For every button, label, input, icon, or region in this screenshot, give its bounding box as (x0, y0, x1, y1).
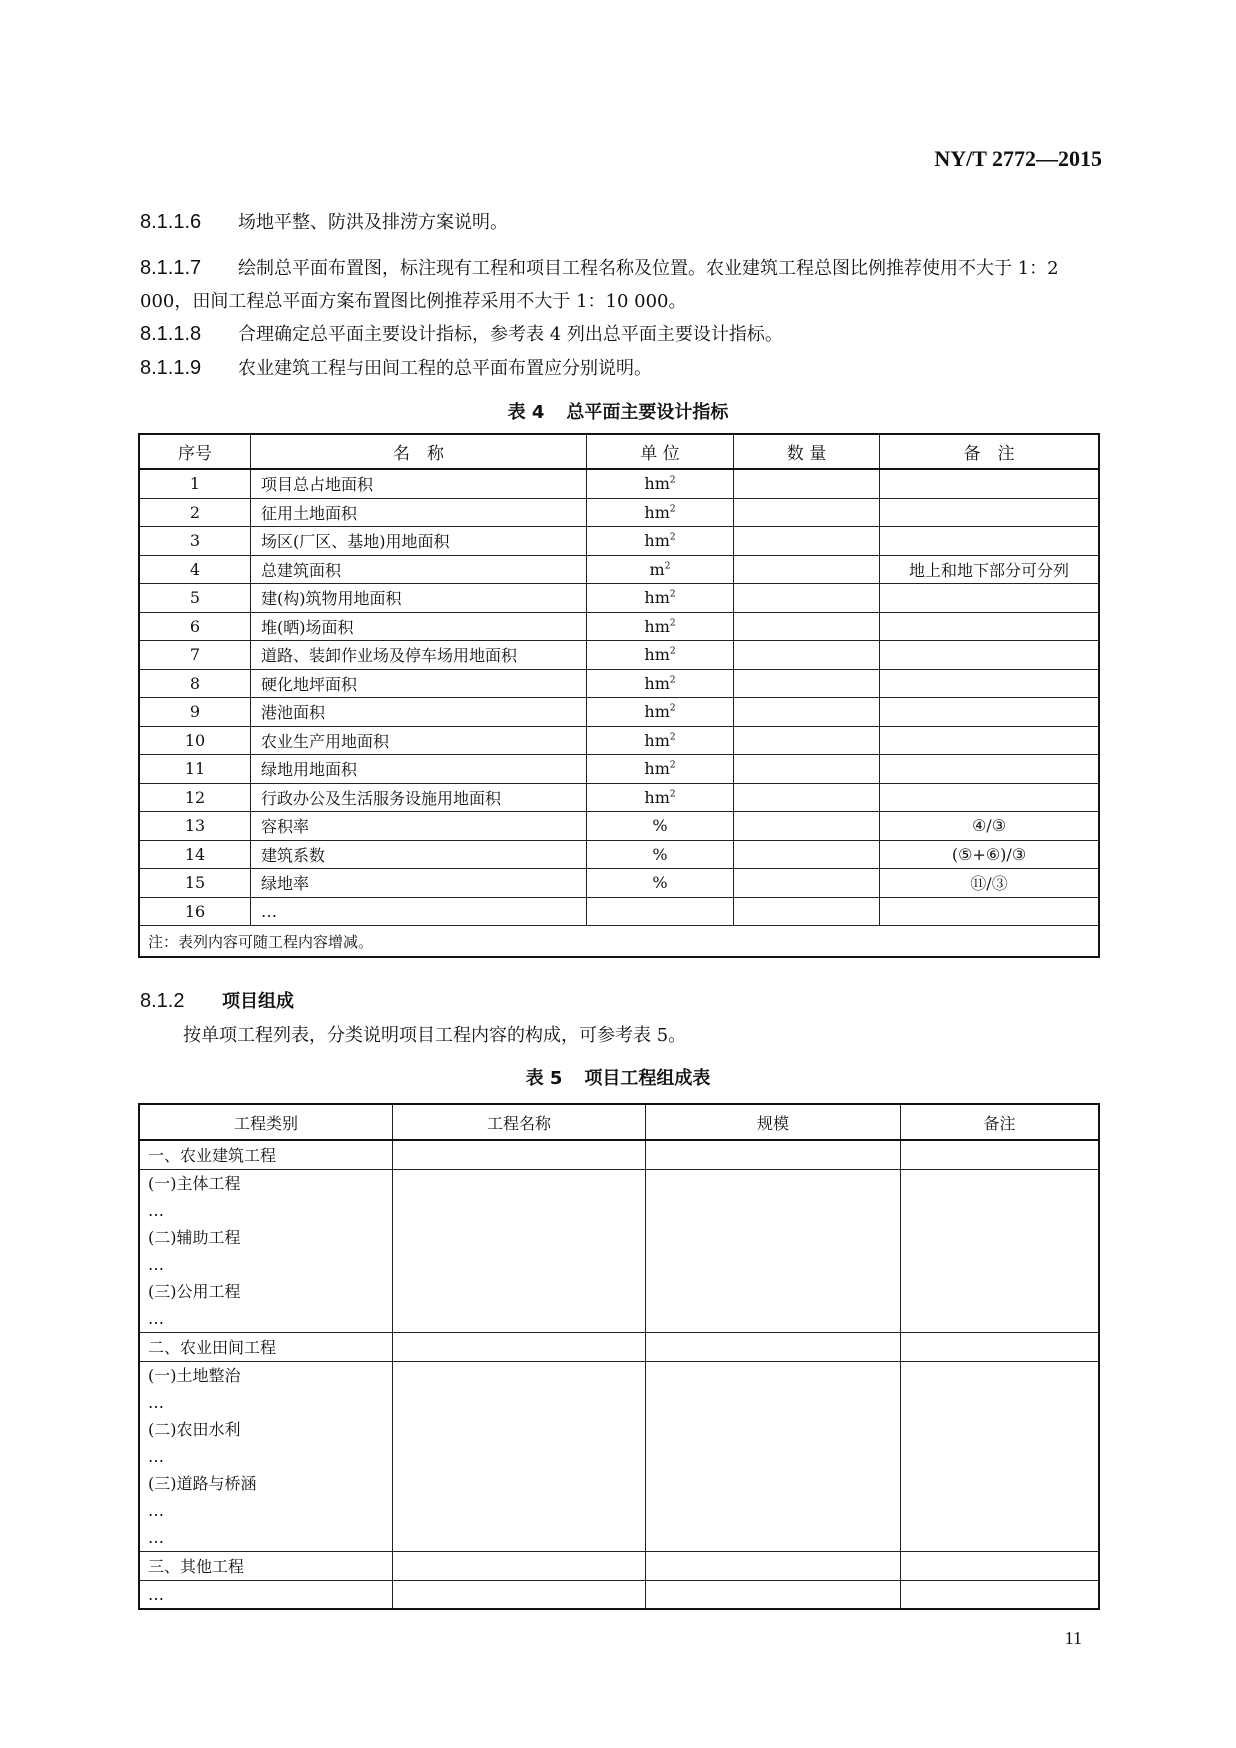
cell-seq: 7 (139, 641, 251, 670)
unit-text: hm (644, 474, 670, 494)
cell-remark (880, 726, 1100, 755)
table4-row (139, 869, 1099, 898)
cell-seq: 3 (139, 527, 251, 556)
cell-name: 堆(晒)场面积 (251, 612, 587, 641)
cell-seq: 14 (139, 840, 251, 869)
cell-name: 建(构)筑物用地面积 (251, 584, 587, 613)
item-line: … (148, 1393, 164, 1412)
clause-text: 场地平整、防洪及排涝方案说明。 (238, 212, 508, 233)
cell-qty (734, 469, 880, 498)
cell-name: 容积率 (251, 812, 587, 841)
cell-unit (587, 469, 734, 498)
cell-name: 道路、装卸作业场及停车场用地面积 (251, 641, 587, 670)
table4 (138, 433, 1100, 958)
unit-exponent: 2 (669, 618, 676, 629)
cell-remark (901, 1581, 1100, 1610)
item-line: … (148, 1501, 164, 1520)
standard-code: NY/T 2772—2015 (934, 146, 1102, 171)
table5-caption-title: 项目工程组成表 (584, 1068, 711, 1089)
col-header-seq: 序号 (139, 434, 251, 469)
group-title: 二、农业田间工程 (148, 1337, 277, 1357)
cell-qty (734, 783, 880, 812)
cell-unit (587, 698, 734, 727)
group-title: 三、其他工程 (148, 1556, 245, 1576)
section-number: 8.1.2 (140, 990, 185, 1012)
cell-name: … (251, 897, 587, 926)
item-line: (二)辅助工程 (148, 1228, 241, 1247)
table5 (138, 1103, 1100, 1610)
cell-qty (734, 498, 880, 527)
unit-exponent: 2 (669, 646, 676, 657)
unit-exponent: 2 (669, 504, 676, 515)
unit-text: hm (644, 787, 670, 807)
cell-unit (587, 498, 734, 527)
cell-remark (880, 897, 1100, 926)
items-cell (139, 1581, 393, 1610)
cell-unit (587, 527, 734, 556)
cell-name: 总建筑面积 (251, 555, 587, 584)
clause-8-1-1-9 (140, 352, 1105, 385)
cell-remark (901, 1333, 1100, 1362)
cell-scale (646, 1140, 901, 1170)
cell-remark (880, 498, 1100, 527)
table4-row (139, 840, 1099, 869)
table4-header-row (139, 434, 1099, 469)
section-8-1-2-text: 按单项工程列表，分类说明项目工程内容的构成，可参考表 5。 (183, 1025, 687, 1046)
unit-exponent: 2 (669, 760, 676, 771)
table4-row (139, 783, 1099, 812)
cell-qty (734, 527, 880, 556)
table4-row (139, 527, 1099, 556)
cell-seq: 11 (139, 755, 251, 784)
cell-name: 硬化地坪面积 (251, 669, 587, 698)
col-header-project-name: 工程名称 (393, 1104, 646, 1140)
unit-text: m (649, 559, 665, 579)
cell-qty (734, 612, 880, 641)
items-cell (139, 1170, 393, 1333)
items-cell (139, 1362, 393, 1552)
cell-seq: 13 (139, 812, 251, 841)
cell-scale (646, 1170, 901, 1333)
table5-header-row (139, 1104, 1099, 1140)
table4-row (139, 669, 1099, 698)
cell-name: 港池面积 (251, 698, 587, 727)
unit-text: % (652, 873, 668, 893)
unit-text: hm (644, 502, 670, 522)
col-header-category: 工程类别 (139, 1104, 393, 1140)
cell-remark (880, 584, 1100, 613)
item-line: (三)公用工程 (148, 1282, 241, 1301)
table4-row (139, 755, 1099, 784)
item-line: (三)道路与桥涵 (148, 1474, 257, 1493)
cell-qty (734, 840, 880, 869)
table5-group-row (139, 1140, 1099, 1170)
cell-project-name (393, 1362, 646, 1552)
cell-seq: 15 (139, 869, 251, 898)
unit-text: hm (644, 645, 670, 665)
cell-remark (901, 1552, 1100, 1581)
page-number: 11 (1064, 1628, 1082, 1648)
table5-group-row (139, 1333, 1099, 1362)
col-header-qty: 数 量 (734, 434, 880, 469)
unit-text: hm (644, 673, 670, 693)
table5-caption (0, 1064, 1236, 1090)
cell-scale (646, 1333, 901, 1362)
cell-seq: 1 (139, 469, 251, 498)
cell-scale (646, 1581, 901, 1610)
clause-8-1-1-7 (140, 252, 1105, 318)
table4-row (139, 897, 1099, 926)
cell-qty (734, 698, 880, 727)
cell-remark (880, 527, 1100, 556)
table5-caption-number: 表 5 (525, 1068, 563, 1089)
cell-remark: ④/③ (880, 812, 1100, 841)
cell-remark: ⑪/③ (880, 869, 1100, 898)
cell-remark (880, 469, 1100, 498)
cell-unit (587, 584, 734, 613)
item-line: (一)主体工程 (148, 1174, 241, 1193)
item-line: (二)农田水利 (148, 1420, 241, 1439)
table4-row (139, 812, 1099, 841)
cell-unit (587, 612, 734, 641)
cell-remark (880, 783, 1100, 812)
group-title-cell (139, 1552, 393, 1581)
cell-project-name (393, 1140, 646, 1170)
clause-number: 8.1.1.8 (140, 323, 202, 345)
table4-row (139, 555, 1099, 584)
table4-row (139, 726, 1099, 755)
clause-number: 8.1.1.7 (140, 257, 202, 279)
table4-caption-title: 总平面主要设计指标 (566, 402, 729, 423)
cell-unit (587, 897, 734, 926)
table4-note: 注：表列内容可随工程内容增减。 (139, 926, 1099, 958)
cell-name: 建筑系数 (251, 840, 587, 869)
cell-project-name (393, 1170, 646, 1333)
cell-qty (734, 555, 880, 584)
table4-row (139, 498, 1099, 527)
cell-seq: 2 (139, 498, 251, 527)
item-line: … (148, 1585, 164, 1604)
cell-name: 农业生产用地面积 (251, 726, 587, 755)
clause-text: 合理确定总平面主要设计指标，参考表 4 列出总平面主要设计指标。 (238, 324, 783, 345)
unit-text: hm (644, 531, 670, 551)
cell-unit (587, 669, 734, 698)
cell-unit (587, 783, 734, 812)
cell-unit (587, 755, 734, 784)
col-header-remark: 备 注 (880, 434, 1100, 469)
cell-qty (734, 584, 880, 613)
table4-row (139, 584, 1099, 613)
cell-unit (587, 726, 734, 755)
unit-exponent: 2 (669, 703, 676, 714)
table4-row (139, 612, 1099, 641)
item-line: (一)土地整治 (148, 1366, 241, 1385)
group-title-cell (139, 1140, 393, 1170)
cell-scale (646, 1362, 901, 1552)
unit-exponent: 2 (669, 532, 676, 543)
col-header-remark: 备注 (901, 1104, 1100, 1140)
cell-qty (734, 669, 880, 698)
unit-text: hm (644, 730, 670, 750)
cell-unit (587, 555, 734, 584)
cell-seq: 4 (139, 555, 251, 584)
table4-row (139, 698, 1099, 727)
unit-text: hm (644, 616, 670, 636)
clause-8-1-1-6 (140, 206, 1105, 239)
cell-project-name (393, 1333, 646, 1362)
item-line: … (148, 1255, 164, 1274)
unit-text: hm (644, 702, 670, 722)
cell-name: 绿地用地面积 (251, 755, 587, 784)
col-header-unit: 单 位 (587, 434, 734, 469)
table4-caption (0, 398, 1236, 424)
cell-unit (587, 840, 734, 869)
cell-qty (734, 897, 880, 926)
cell-name: 绿地率 (251, 869, 587, 898)
table4-note-row (139, 926, 1099, 958)
cell-project-name (393, 1581, 646, 1610)
cell-unit (587, 812, 734, 841)
table4-row (139, 469, 1099, 498)
cell-qty (734, 726, 880, 755)
unit-text: % (652, 844, 668, 864)
cell-unit (587, 869, 734, 898)
unit-text: hm (644, 759, 670, 779)
unit-exponent: 2 (669, 789, 676, 800)
item-line: … (148, 1309, 164, 1328)
clause-8-1-1-8 (140, 318, 1105, 351)
cell-remark (880, 641, 1100, 670)
cell-remark (880, 755, 1100, 784)
group-title-cell (139, 1333, 393, 1362)
cell-remark: 地上和地下部分可分列 (880, 555, 1100, 584)
table4-caption-number: 表 4 (507, 402, 545, 423)
cell-unit (587, 641, 734, 670)
col-header-name: 名 称 (251, 434, 587, 469)
unit-exponent: 2 (669, 475, 676, 486)
unit-exponent: 2 (669, 675, 676, 686)
cell-remark (901, 1362, 1100, 1552)
cell-remark (880, 669, 1100, 698)
cell-seq: 10 (139, 726, 251, 755)
unit-exponent: 2 (669, 589, 676, 600)
section-title: 项目组成 (222, 991, 294, 1012)
clause-number: 8.1.1.9 (140, 357, 202, 379)
cell-name: 行政办公及生活服务设施用地面积 (251, 783, 587, 812)
cell-seq: 16 (139, 897, 251, 926)
unit-text: hm (644, 588, 670, 608)
cell-seq: 6 (139, 612, 251, 641)
cell-scale (646, 1552, 901, 1581)
group-title: 一、农业建筑工程 (148, 1145, 277, 1165)
cell-qty (734, 755, 880, 784)
cell-name: 征用土地面积 (251, 498, 587, 527)
cell-remark (901, 1170, 1100, 1333)
cell-remark: (⑤+⑥)/③ (880, 840, 1100, 869)
cell-name: 项目总占地面积 (251, 469, 587, 498)
cell-remark (880, 612, 1100, 641)
cell-project-name (393, 1552, 646, 1581)
col-header-scale: 规模 (646, 1104, 901, 1140)
cell-qty (734, 812, 880, 841)
item-line: … (148, 1201, 164, 1220)
unit-exponent: 2 (664, 561, 671, 572)
clause-text: 绘制总平面布置图，标注现有工程和项目工程名称及位置。农业建筑工程总图比例推荐使用不大于 1：2 000，田间工程总平面方案布置图比例推荐采用不大于 1：10 000。 (140, 258, 1059, 312)
cell-qty (734, 869, 880, 898)
cell-seq: 5 (139, 584, 251, 613)
table5-group-row (139, 1552, 1099, 1581)
table5-items-row (139, 1362, 1099, 1552)
cell-seq: 12 (139, 783, 251, 812)
section-8-1-2-heading (140, 985, 1105, 1018)
table5-items-row (139, 1170, 1099, 1333)
unit-text: % (652, 816, 668, 836)
clause-text: 农业建筑工程与田间工程的总平面布置应分别说明。 (238, 358, 652, 379)
table5-items-row (139, 1581, 1099, 1610)
item-line: … (148, 1528, 164, 1547)
cell-remark (880, 698, 1100, 727)
cell-remark (901, 1140, 1100, 1170)
cell-seq: 9 (139, 698, 251, 727)
item-line: … (148, 1447, 164, 1466)
cell-qty (734, 641, 880, 670)
unit-exponent: 2 (669, 732, 676, 743)
table4-row (139, 641, 1099, 670)
clause-number: 8.1.1.6 (140, 211, 202, 233)
cell-name: 场区(厂区、基地)用地面积 (251, 527, 587, 556)
cell-seq: 8 (139, 669, 251, 698)
